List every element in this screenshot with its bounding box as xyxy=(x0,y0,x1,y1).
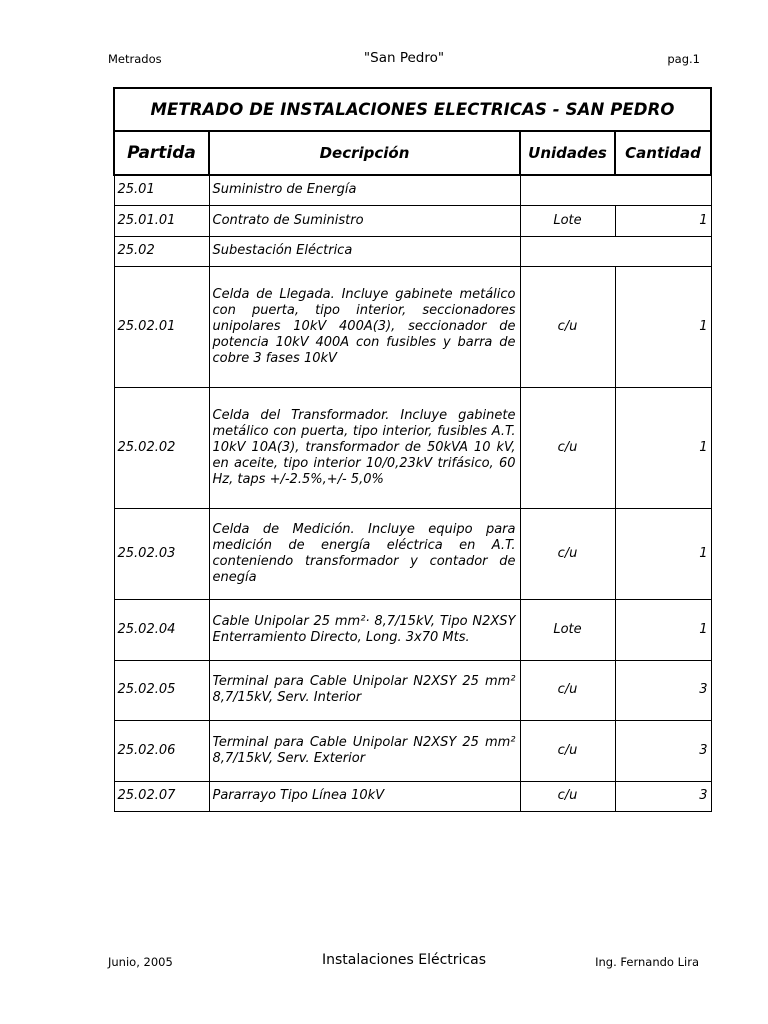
page-number: pag.1 xyxy=(667,52,700,66)
cell-cantidad: 1 xyxy=(615,205,711,236)
cell-empty xyxy=(520,236,711,266)
cell-partida: 25.02 xyxy=(114,236,209,266)
table-row xyxy=(114,720,711,781)
cell-partida: 25.02.07 xyxy=(114,781,209,811)
cell-descripcion: Terminal para Cable Unipolar N2XSY 25 mm² 8,7/15kV, Serv. Interior xyxy=(209,660,520,720)
table-row xyxy=(114,660,711,720)
column-header-descripcion: Decripción xyxy=(209,131,520,175)
cell-cantidad: 3 xyxy=(615,720,711,781)
cell-cantidad: 3 xyxy=(615,660,711,720)
page-footer xyxy=(108,952,700,972)
column-header-unidades: Unidades xyxy=(520,131,615,175)
cell-unidades: c/u xyxy=(520,720,615,781)
cell-cantidad: 3 xyxy=(615,781,711,811)
cell-cantidad: 1 xyxy=(615,508,711,599)
cell-partida: 25.02.02 xyxy=(114,387,209,508)
cell-descripcion: Suministro de Energía xyxy=(209,175,520,205)
table-row xyxy=(114,205,711,236)
table-title-row xyxy=(114,88,711,131)
cell-unidades: c/u xyxy=(520,387,615,508)
cell-descripcion: Celda de Llegada. Incluye gabinete metálico con puerta, tipo interior, seccionadores unipolares 10kV 400A(3), seccionador de potencia 10kV 400A con fusibles y barra de cobre 3 fases 10kV xyxy=(209,266,520,387)
table-row xyxy=(114,266,711,387)
cell-partida: 25.02.06 xyxy=(114,720,209,781)
page-header xyxy=(108,50,700,70)
table-row xyxy=(114,508,711,599)
table-row xyxy=(114,599,711,660)
cell-unidades: c/u xyxy=(520,660,615,720)
table-row xyxy=(114,387,711,508)
table-row xyxy=(114,781,711,811)
cell-unidades: Lote xyxy=(520,205,615,236)
cell-unidades: c/u xyxy=(520,508,615,599)
cell-partida: 25.01 xyxy=(114,175,209,205)
footer-author: Ing. Fernando Lira xyxy=(595,955,699,969)
cell-descripcion: Cable Unipolar 25 mm²· 8,7/15kV, Tipo N2XSY Enterramiento Directo, Long. 3x70 Mts. xyxy=(209,599,520,660)
cell-partida: 25.02.04 xyxy=(114,599,209,660)
table-row xyxy=(114,236,711,266)
metrado-table xyxy=(113,87,712,812)
cell-cantidad: 1 xyxy=(615,599,711,660)
cell-descripcion: Subestación Eléctrica xyxy=(209,236,520,266)
cell-cantidad: 1 xyxy=(615,266,711,387)
cell-partida: 25.02.01 xyxy=(114,266,209,387)
cell-unidades: Lote xyxy=(520,599,615,660)
table-header-row xyxy=(114,131,711,175)
footer-title: Instalaciones Eléctricas xyxy=(322,952,486,968)
cell-descripcion: Celda del Transformador. Incluye gabinete metálico con puerta, tipo interior, fusibles A.T. 10kV 10A(3), transformador de 50kVA 10 kV, en aceite, tipo interior 10/0,23kV trifásico, 60 Hz, taps +/-2.5%,+/- 5,0% xyxy=(209,387,520,508)
cell-unidades: c/u xyxy=(520,781,615,811)
cell-cantidad: 1 xyxy=(615,387,711,508)
cell-partida: 25.01.01 xyxy=(114,205,209,236)
table-title: METRADO DE INSTALACIONES ELECTRICAS - SAN PEDRO xyxy=(114,88,711,131)
cell-descripcion: Pararrayo Tipo Línea 10kV xyxy=(209,781,520,811)
cell-descripcion: Terminal para Cable Unipolar N2XSY 25 mm² 8,7/15kV, Serv. Exterior xyxy=(209,720,520,781)
cell-partida: 25.02.03 xyxy=(114,508,209,599)
header-left-text: Metrados xyxy=(108,52,162,66)
header-title: "San Pedro" xyxy=(363,50,445,66)
table-row xyxy=(114,175,711,205)
cell-unidades: c/u xyxy=(520,266,615,387)
footer-date: Junio, 2005 xyxy=(108,955,173,969)
cell-empty xyxy=(520,175,711,205)
cell-partida: 25.02.05 xyxy=(114,660,209,720)
column-header-cantidad: Cantidad xyxy=(615,131,711,175)
cell-descripcion: Celda de Medición. Incluye equipo para medición de energía eléctrica en A.T. conteniendo transformador y contador de enegía xyxy=(209,508,520,599)
cell-descripcion: Contrato de Suministro xyxy=(209,205,520,236)
column-header-partida: Partida xyxy=(114,131,209,175)
